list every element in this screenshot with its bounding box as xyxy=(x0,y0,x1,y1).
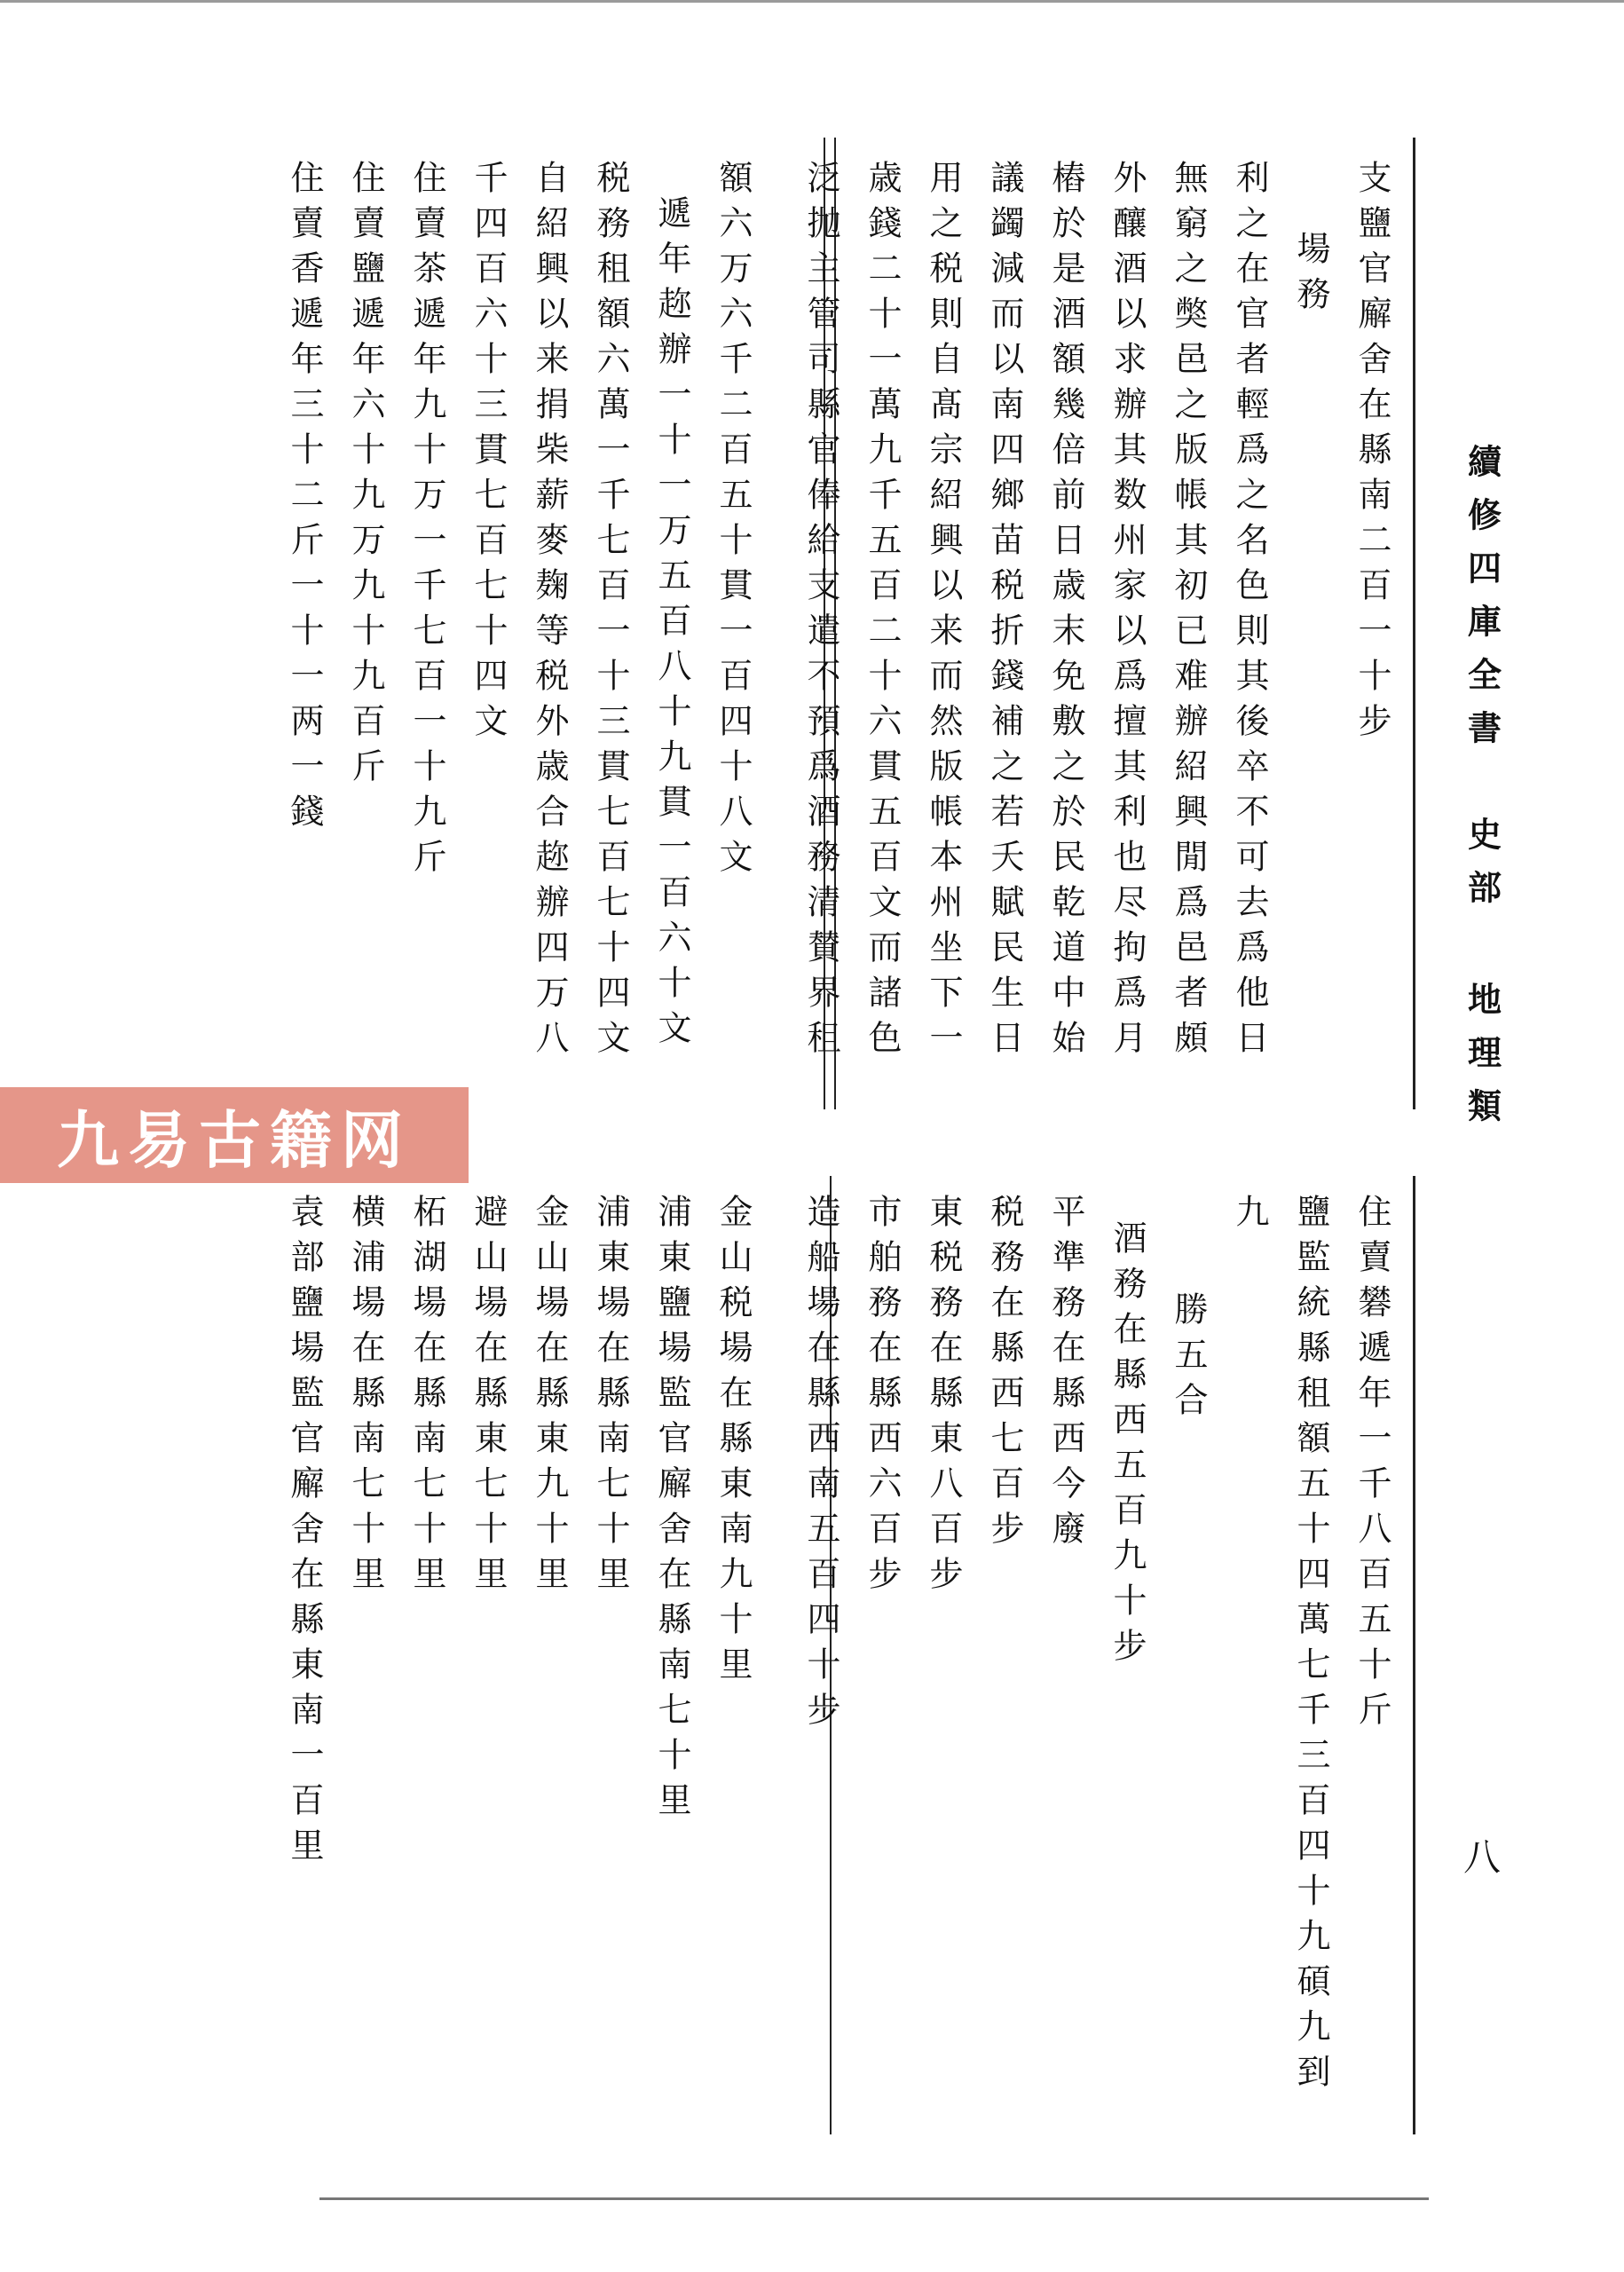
text-column: 市舶務在縣西六百步 xyxy=(863,1194,902,1601)
upper-text-block xyxy=(222,160,1402,1118)
watermark-banner xyxy=(0,1087,469,1183)
outer-frame-rule-upper xyxy=(1413,138,1415,1109)
text-column: 造船場在縣西南五百四十步 xyxy=(801,1194,840,1737)
page-number: 八 xyxy=(1462,1835,1501,1879)
text-column: 樁於是酒額幾倍前日歳末免敷之於民乾道中始 xyxy=(1046,160,1085,1065)
section-title: 史部 地理類 xyxy=(1462,816,1502,1141)
text-column: 鹽監統縣租額五十四萬七千三百四十九碩九到 xyxy=(1291,1194,1330,2099)
text-column: 税務在縣西七百步 xyxy=(985,1194,1024,1556)
text-column: 利之在官者輕爲之名色則其後卒不可去爲他日 xyxy=(1230,160,1269,1065)
text-column: 勝五合 xyxy=(1169,1291,1208,1427)
text-column: 柘湖場在縣南七十里 xyxy=(407,1194,446,1601)
text-column: 用之税則自髙宗紹興以来而然版帳本州坐下一 xyxy=(924,160,963,1065)
text-column: 酒務在縣西五百九十步 xyxy=(1108,1220,1147,1673)
book-title: 續修四庫全書 xyxy=(1462,444,1502,763)
watermark-text: 九易古籍网 xyxy=(57,1103,412,1177)
text-column: 住賣茶遞年九十万一千七百一十九斤 xyxy=(407,160,446,884)
text-column: 外釀酒以求辦其数州家以爲擅其利也尽拘爲月 xyxy=(1108,160,1147,1065)
text-column: 避山場在縣東七十里 xyxy=(469,1194,508,1601)
text-column: 支鹽官廨舍在縣南二百一十步 xyxy=(1352,160,1391,748)
text-column: 横浦場在縣南七十里 xyxy=(346,1194,385,1601)
text-column: 平準務在縣西今廢 xyxy=(1046,1194,1085,1556)
lower-text-block xyxy=(222,1194,1402,2170)
text-column: 税務租額六萬一千七百一十三貫七百七十四文 xyxy=(591,160,630,1065)
margin-title xyxy=(1451,444,1513,1141)
text-column: 歳錢二十一萬九千五百二十六貫五百文而諸色 xyxy=(863,160,902,1065)
top-edge-line xyxy=(0,0,1624,3)
text-column: 住賣礬遞年一千八百五十斤 xyxy=(1352,1194,1391,1737)
text-column: 金山税場在縣東南九十里 xyxy=(713,1194,753,1692)
text-column: 場務 xyxy=(1291,231,1330,321)
text-column: 無窮之獘邑之版帳其初已难辦紹興閒爲邑者頗 xyxy=(1169,160,1208,1065)
text-column: 金山場在縣東九十里 xyxy=(530,1194,569,1601)
bottom-edge-line xyxy=(319,2197,1429,2200)
text-column: 議蠲減而以南四鄉苗税折錢補之若夭賦民生日 xyxy=(985,160,1024,1065)
text-column: 額六万六千二百五十貫一百四十八文 xyxy=(713,160,753,884)
text-column: 自紹興以来捐柴薪麥麹等税外歳合趂辦四万八 xyxy=(530,160,569,1065)
text-column: 袁部鹽場監官廨舍在縣東南一百里 xyxy=(285,1194,324,1873)
text-column: 浦東鹽場監官廨舍在縣南七十里 xyxy=(652,1194,691,1827)
text-column: 千四百六十三貫七百七十四文 xyxy=(469,160,508,748)
text-column: 泛抛主管司縣官俸給支遣不預爲酒務清賛界租 xyxy=(801,160,840,1065)
text-column: 遞年趂辦一十一万五百八十九貫一百六十文 xyxy=(652,195,691,1055)
text-column: 住賣香遞年三十二斤一十一两一錢 xyxy=(285,160,324,839)
text-column: 住賣鹽遞年六十九万九十九百斤 xyxy=(346,160,385,793)
text-column: 東税務在縣東八百步 xyxy=(924,1194,963,1601)
outer-frame-rule-lower xyxy=(1413,1176,1415,2134)
text-column: 九 xyxy=(1230,1194,1269,1239)
text-column: 浦東場在縣南七十里 xyxy=(591,1194,630,1601)
